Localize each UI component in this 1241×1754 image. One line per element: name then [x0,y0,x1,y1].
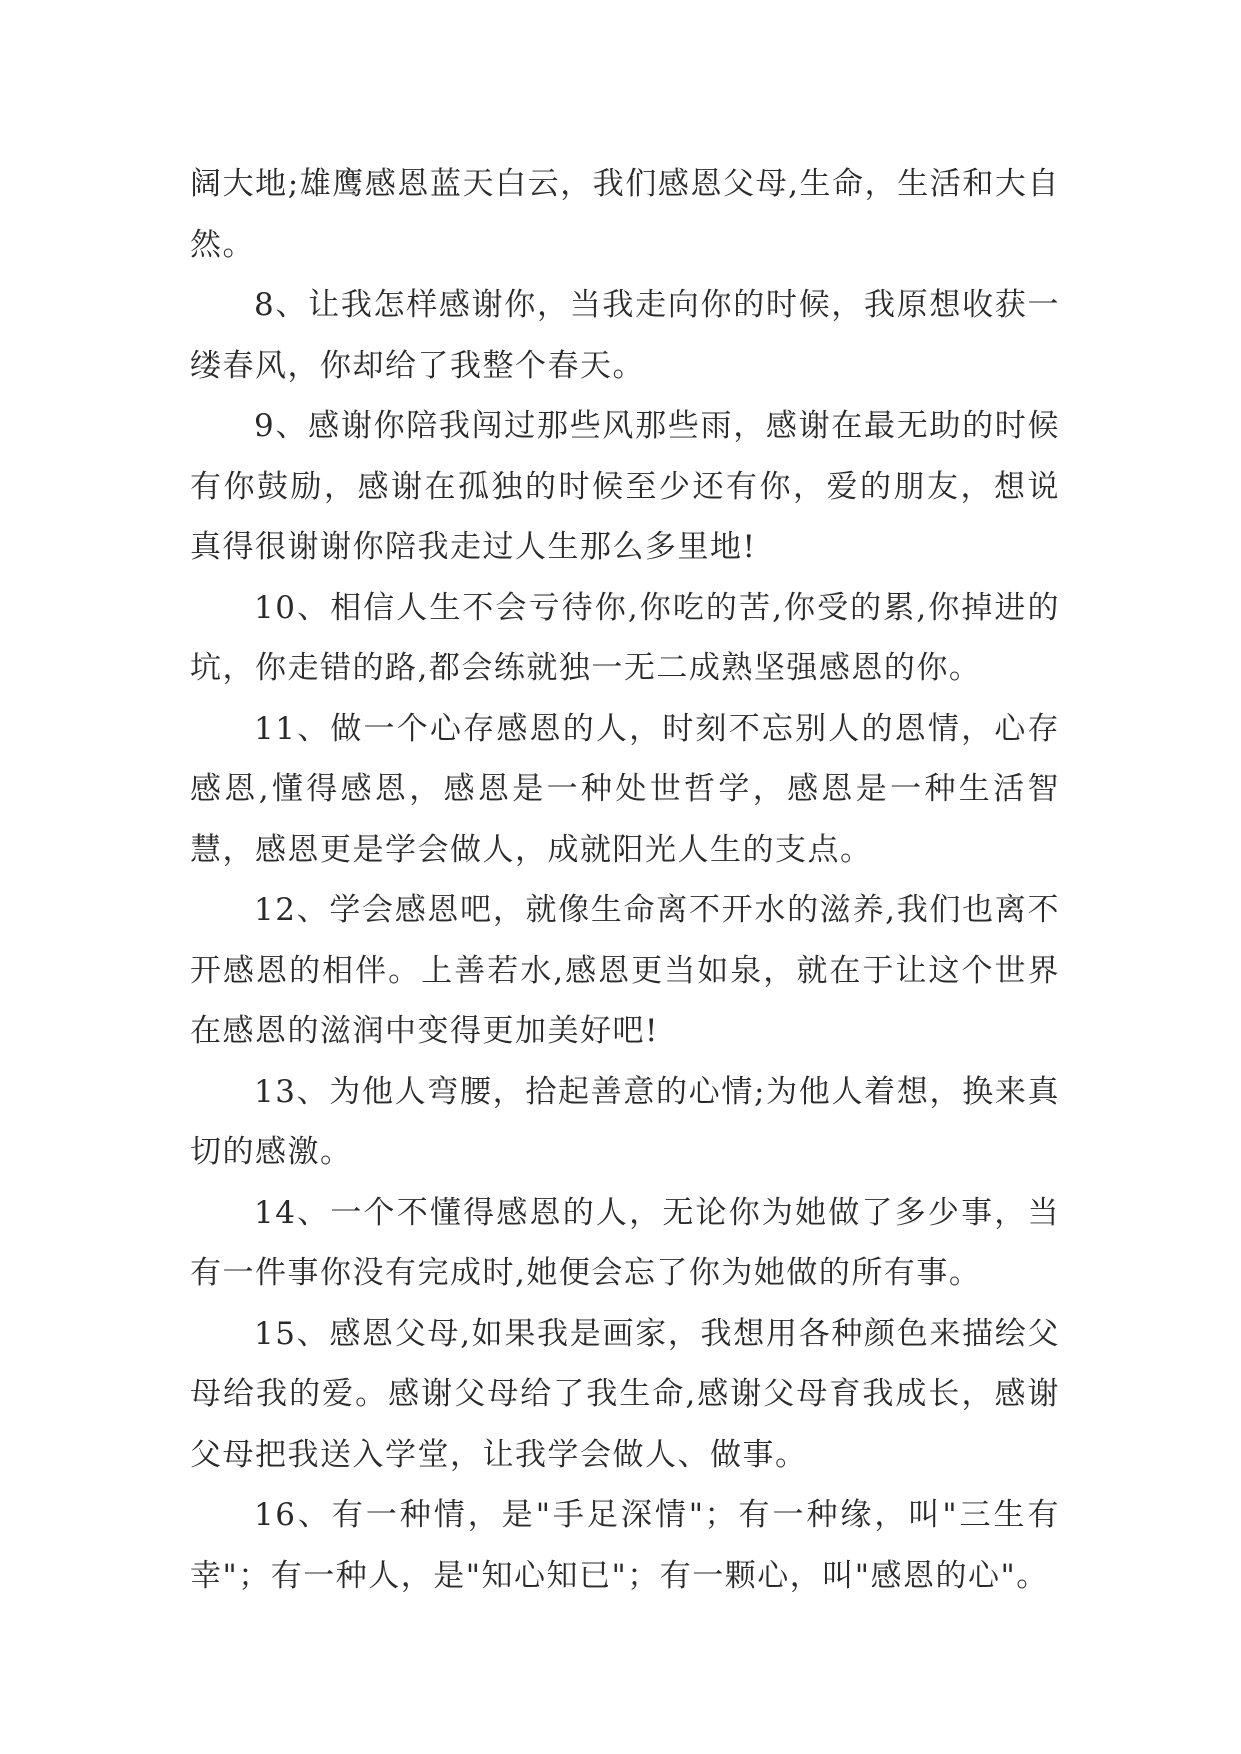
paragraph-15: 15、感恩父母,如果我是画家，我想用各种颜色来描绘父母给我的爱。感谢父母给了我生命,感谢父母育我成长，感谢父母把我送入学堂，让我学会做人、做事。 [190,1315,1060,1473]
paragraph-10: 10、相信人生不会亏待你,你吃的苦,你受的累,你掉进的坑，你走错的路,都会练就独一无二成熟坚强感恩的你。 [190,589,1060,686]
paragraph-16: 16、有一种情，是"手足深情"；有一种缘，叫"三生有幸"；有一种人，是"知心知已"；有一颗心，叫"感恩的心"。 [190,1497,1060,1594]
paragraph-12: 12、学会感恩吧，就像生命离不开水的滋养,我们也离不开感恩的相伴。上善若水,感恩更当如泉，就在于让这个世界在感恩的滋润中变得更加美好吧! [190,892,1060,1049]
paragraph-11: 11、做一个心存感恩的人，时刻不忘别人的恩情，心存感恩,懂得感恩，感恩是一种处世哲学，感恩是一种生活智慧，感恩更是学会做人，成就阳光人生的支点。 [190,710,1060,868]
paragraph-9: 9、感谢你陪我闯过那些风那些雨，感谢在最无助的时候有你鼓励，感谢在孤独的时候至少还有你，爱的朋友，想说真得很谢谢你陪我走过人生那么多里地! [190,408,1060,565]
paragraph-continuation: 阔大地;雄鹰感恩蓝天白云，我们感恩父母,生命，生活和大自然。 [190,166,1060,263]
paragraph-14: 14、一个不懂得感恩的人，无论你为她做了多少事，当有一件事你没有完成时,她便会忘了你为她做的所有事。 [190,1194,1060,1291]
paragraph-8: 8、让我怎样感谢你，当我走向你的时候，我原想收获一缕春风，你却给了我整个春天。 [190,287,1060,384]
paragraph-13: 13、为他人弯腰，拾起善意的心情;为他人着想，换来真切的感激。 [190,1073,1060,1170]
document-body [190,154,1060,1606]
